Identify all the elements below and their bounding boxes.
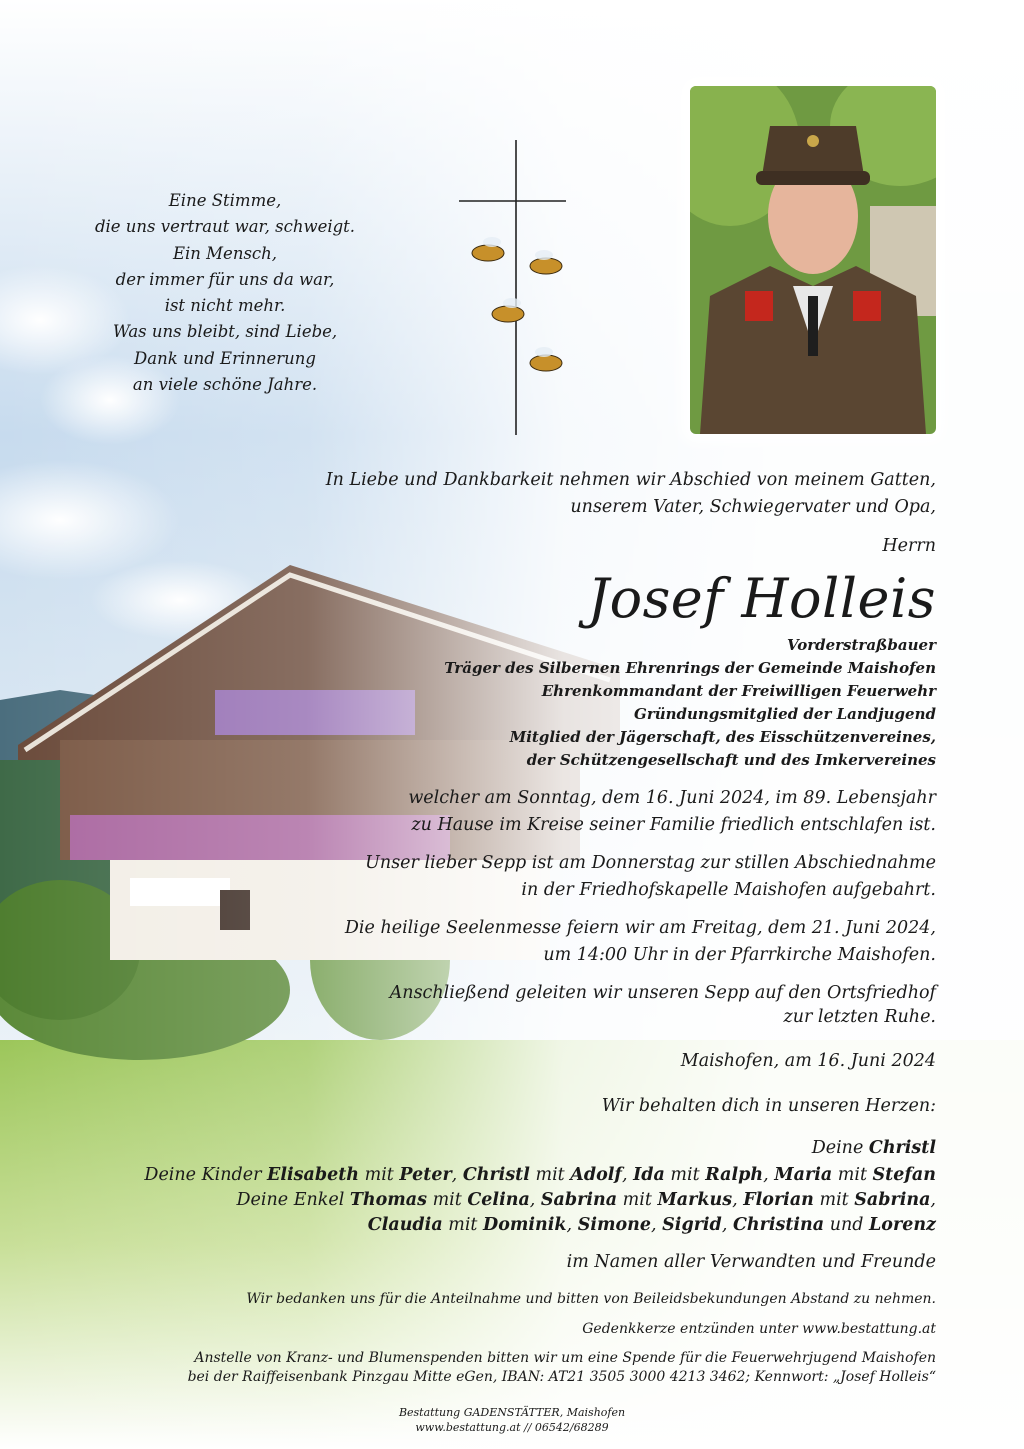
poem-line: ist nicht mehr.: [164, 296, 286, 316]
title-line: Träger des Silbernen Ehrenrings der Gemeinde Maishofen: [444, 659, 936, 677]
candle-line: Gedenkkerze entzünden unter www.bestattung.at: [582, 1321, 936, 1337]
family-connector: mit: [664, 1165, 706, 1185]
family-connector: mit: [442, 1215, 484, 1235]
poem-line: an viele schöne Jahre.: [132, 375, 318, 395]
family-separator: ,: [930, 1190, 936, 1210]
family-member: Lorenz: [869, 1215, 936, 1235]
family-member: Elisabeth: [267, 1165, 360, 1185]
hearts-line: Wir behalten dich in unseren Herzen:: [601, 1096, 936, 1116]
family-separator: ,: [721, 1215, 733, 1235]
title-line: Gründungsmitglied der Landjugend: [634, 705, 936, 723]
family-connector: mit: [427, 1190, 468, 1210]
poem-line: Was uns bleibt, sind Liebe,: [112, 322, 338, 342]
poem-line: Ein Mensch,: [172, 243, 278, 263]
family-member: Ida: [633, 1165, 665, 1185]
family-member: Peter: [399, 1165, 452, 1185]
family-member: Simone: [577, 1215, 652, 1235]
family-member: Florian: [743, 1190, 814, 1210]
death-line: zu Hause im Kreise seiner Familie friedlich entschlafen ist.: [411, 815, 936, 835]
family-member: Markus: [657, 1190, 733, 1210]
mass-line: Die heilige Seelenmesse feiern wir am Freitag, dem 21. Juni 2024,: [344, 918, 936, 938]
family-grandchildren: [368, 1215, 936, 1235]
family-member: Sabrina: [854, 1190, 931, 1210]
title-line: Mitglied der Jägerschaft, des Eisschützenvereines,: [509, 728, 936, 746]
family-connector: ,: [651, 1215, 663, 1235]
family-children: Deine Kinder Elisabeth mit Peter, Christl mit Adolf, Ida mit Ralph, Maria mit Stefan: [144, 1165, 936, 1185]
family-connector: mit: [617, 1190, 658, 1210]
family-connector: mit: [359, 1165, 400, 1185]
place-date: Maishofen, am 16. Juni 2024: [680, 1051, 936, 1071]
family-member: Stefan: [872, 1165, 936, 1185]
poem-line: die uns vertraut war, schweigt.: [94, 217, 356, 237]
family-member: Maria: [774, 1165, 833, 1185]
family-member: Thomas: [349, 1190, 427, 1210]
poem-line: Eine Stimme,: [168, 191, 282, 210]
family-member: Sigrid: [662, 1215, 722, 1235]
family-separator: ,: [566, 1215, 578, 1235]
mass-line: um 14:00 Uhr in der Pfarrkirche Maishofen.: [543, 945, 936, 965]
family-separator: ,: [451, 1165, 463, 1185]
family-separator: ,: [621, 1165, 634, 1185]
family-member: Claudia: [367, 1215, 443, 1235]
title-line: Ehrenkommandant der Freiwilligen Feuerwehr: [541, 682, 936, 700]
family-separator: ,: [732, 1190, 744, 1210]
family-connector: und: [824, 1215, 869, 1235]
family-member: Adolf: [570, 1165, 622, 1185]
family-member: Dominik: [483, 1215, 567, 1235]
family-grandchildren: Deine Enkel Thomas mit Celina, Sabrina mit Markus, Florian mit Sabrina,: [236, 1190, 936, 1210]
death-line: welcher am Sonntag, dem 16. Juni 2024, im 89. Lebensjahr: [408, 788, 936, 808]
family-separator: ,: [763, 1165, 775, 1185]
family-connector: mit: [813, 1190, 855, 1210]
family-connector: mit: [832, 1165, 873, 1185]
donation-line: bei der Raiffeisenbank Pinzgau Mitte eGen, IBAN: AT21 3505 3000 4213 3462; Kennwort: „Josef Holleis“: [187, 1369, 936, 1385]
viewing-line: Unser lieber Sepp ist am Donnerstag zur stillen Abschiednahme: [365, 853, 936, 873]
poem-line: der immer für uns da war,: [115, 269, 335, 289]
family-separator: ,: [529, 1190, 541, 1210]
donation-line: Anstelle von Kranz- und Blumenspenden bitten wir um eine Spende für die Feuerwehrjugend Maishofen: [194, 1350, 936, 1366]
family-member: Ralph: [705, 1165, 764, 1185]
deceased-name: Josef Holleis: [587, 567, 936, 630]
family-wife: Deine Christl: [811, 1138, 936, 1158]
poem-line: Dank und Erinnerung: [134, 348, 316, 368]
intro-line: In Liebe und Dankbarkeit nehmen wir Abschied von meinem Gatten,: [325, 470, 936, 490]
relatives-line: im Namen aller Verwandten und Freunde: [566, 1252, 936, 1272]
family-member: Christl: [462, 1165, 530, 1185]
intro-line: unserem Vater, Schwiegervater und Opa,: [570, 497, 936, 517]
undertaker-name: Bestattung GADENSTÄTTER, Maishofen: [398, 1406, 626, 1419]
thanks-line: Wir bedanken uns für die Anteilnahme und bitten von Beileidsbekundungen Abstand zu nehmen.: [246, 1291, 936, 1307]
family-member: Celina: [467, 1190, 530, 1210]
family-member: Sabrina: [540, 1190, 618, 1210]
family-connector: mit: [529, 1165, 571, 1185]
family-member: Christina: [732, 1215, 825, 1235]
salutation: Herrn: [882, 536, 936, 556]
title-line: der Schützengesellschaft und des Imkervereines: [526, 751, 936, 769]
viewing-line: in der Friedhofskapelle Maishofen aufgebahrt.: [521, 880, 936, 900]
title-line: Vorderstraßbauer: [786, 636, 936, 654]
burial-line: Anschließend geleiten wir unseren Sepp auf den Ortsfriedhof: [389, 983, 936, 1003]
burial-line: zur letzten Ruhe.: [783, 1007, 936, 1027]
undertaker-contact: www.bestattung.at // 06542/68289: [415, 1421, 609, 1434]
